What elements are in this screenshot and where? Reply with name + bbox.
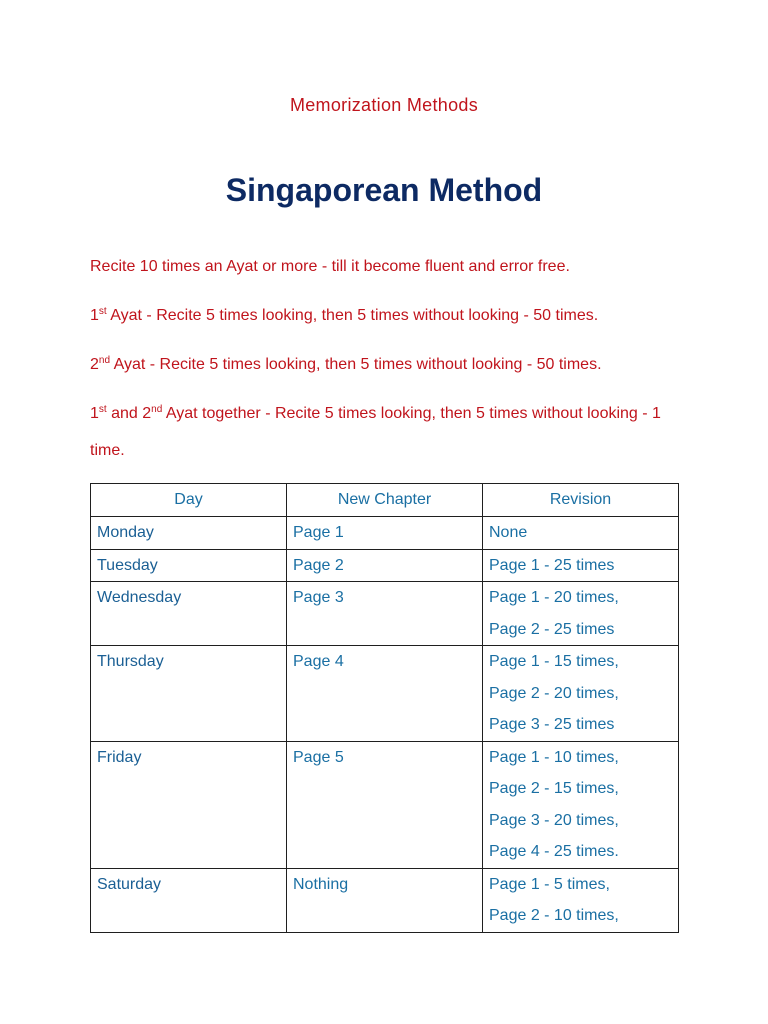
paragraph-first-ayat	[90, 297, 690, 334]
day-cell	[91, 741, 287, 868]
paragraph-intro-text: Recite 10 times an Ayat or more - till it become fluent and error free.	[90, 258, 570, 275]
day-label: Tuesday	[97, 556, 158, 574]
ordinal-suffix: nd	[151, 404, 163, 415]
table-row	[91, 868, 679, 932]
column-header-new-chapter: New Chapter	[287, 484, 483, 517]
revision-line: Page 2 - 25 times	[489, 620, 615, 638]
column-header-day: Day	[91, 484, 287, 517]
chapter-label: Nothing	[293, 875, 349, 893]
table-header-row	[91, 484, 679, 517]
paragraph-both-ayat	[90, 395, 690, 469]
day-cell	[91, 517, 287, 550]
revision-cell	[483, 868, 679, 932]
document-header: Memorization Methods	[289, 95, 479, 115]
revision-line: None	[489, 524, 528, 541]
revision-line: Page 2 - 15 times,	[489, 780, 619, 797]
day-label: Friday	[97, 748, 142, 766]
paragraph-text: Ayat together - Recite 5 times looking, then 5 times without looking - 1 time.	[90, 405, 661, 459]
day-label: Thursday	[97, 653, 164, 670]
chapter-label: Page 5	[293, 748, 344, 766]
page-title: Singaporean Method	[225, 172, 543, 208]
revision-cell	[483, 646, 679, 742]
table-row	[91, 741, 679, 868]
table-row	[91, 549, 679, 582]
revision-line: Page 1 - 20 times,	[489, 589, 619, 606]
chapter-label: Page 1	[293, 524, 344, 541]
ordinal-suffix: st	[98, 306, 107, 317]
paragraph-intro	[90, 248, 690, 285]
day-label: Wednesday	[97, 589, 182, 606]
chapter-cell	[287, 517, 483, 550]
day-cell	[91, 868, 287, 932]
chapter-cell	[287, 741, 483, 868]
revision-cell	[483, 582, 679, 646]
paragraph-second-ayat	[90, 346, 690, 383]
column-header-revision: Revision	[483, 484, 679, 517]
ordinal-number: 2	[90, 356, 99, 373]
table-row	[91, 582, 679, 646]
chapter-cell	[287, 868, 483, 932]
ordinal-number: 1	[90, 405, 99, 422]
paragraph-text: Ayat - Recite 5 times looking, then 5 times without looking - 50 times.	[110, 356, 602, 373]
revision-line: Page 1 - 25 times	[489, 556, 615, 574]
chapter-label: Page 2	[293, 556, 344, 574]
revision-line: Page 3 - 20 times,	[489, 811, 619, 829]
chapter-cell	[287, 582, 483, 646]
day-label: Saturday	[97, 875, 162, 893]
schedule-table	[90, 483, 679, 933]
ordinal-suffix: st	[98, 404, 107, 415]
revision-line: Page 4 - 25 times.	[489, 843, 619, 860]
chapter-label: Page 4	[293, 653, 344, 670]
revision-line: Page 3 - 25 times	[489, 716, 615, 733]
day-label: Monday	[97, 524, 154, 541]
ordinal-number: 1	[90, 307, 99, 324]
day-cell	[91, 582, 287, 646]
revision-line: Page 1 - 10 times,	[489, 748, 619, 766]
paragraph-text: Ayat - Recite 5 times looking, then 5 times without looking - 50 times.	[106, 307, 599, 324]
revision-line: Page 2 - 10 times,	[489, 907, 619, 924]
day-cell	[91, 549, 287, 582]
table-row	[91, 646, 679, 742]
revision-cell	[483, 549, 679, 582]
revision-line: Page 1 - 5 times,	[489, 875, 610, 893]
revision-cell	[483, 741, 679, 868]
revision-cell	[483, 517, 679, 550]
chapter-cell	[287, 646, 483, 742]
ordinal-suffix: nd	[98, 355, 111, 366]
day-cell	[91, 646, 287, 742]
revision-line: Page 2 - 20 times,	[489, 684, 619, 702]
paragraph-text: and 2	[106, 405, 152, 422]
chapter-label: Page 3	[293, 589, 344, 606]
revision-line: Page 1 - 15 times,	[489, 653, 619, 670]
chapter-cell	[287, 549, 483, 582]
table-row	[91, 517, 679, 550]
